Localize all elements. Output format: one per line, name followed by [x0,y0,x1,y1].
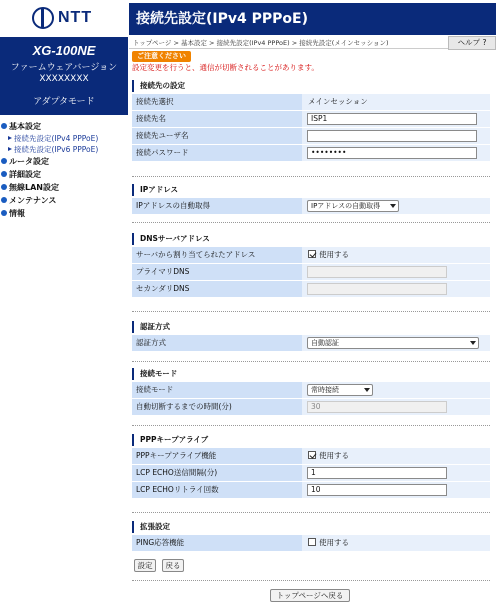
row-value-cell [302,128,490,144]
connection-name-input[interactable]: ISP1 [307,113,477,125]
row-value-cell [302,382,490,398]
divider [132,361,490,362]
row-value: メインセッション [302,94,490,110]
divider [132,512,490,513]
section-title: DNSサーバアドレス [132,233,490,245]
row-label: セカンダリDNS [132,281,302,297]
row-label: 接続先ユーザ名 [132,128,302,144]
nav-ipv4-pppoe[interactable] [0,133,128,144]
password-input[interactable]: •••••••• [307,147,477,159]
row-label: 接続先名 [132,111,302,127]
row-label: 自動切断するまでの時間(分) [132,399,302,415]
mode-label: アダプタモード [33,97,95,107]
row-lcp-interval [132,465,490,481]
connection-mode-select[interactable] [307,384,373,396]
ping-checkbox[interactable] [308,538,316,546]
row-label: PING応答機能 [132,535,302,551]
row-conn-mode [132,382,490,398]
row-label: IPアドレスの自動取得 [132,198,302,214]
row-dns-secondary [132,281,490,297]
nav-label: 基本設定 [9,122,41,131]
nav-label: 情報 [9,209,25,218]
nav-label: 無線LAN設定 [9,183,59,192]
primary-dns-input[interactable] [307,266,447,278]
nav-info[interactable] [0,207,128,220]
dns-use-checkbox[interactable] [308,250,316,258]
keepalive-checkbox[interactable] [308,451,316,459]
section-mode [132,368,490,416]
ip-auto-select[interactable] [307,200,399,212]
firmware-value: XXXXXXXX [39,74,89,84]
select-value: 自動認証 [311,339,339,347]
apply-button[interactable]: 設定 [134,559,156,572]
section-extended [132,521,490,552]
row-value-cell [302,198,490,214]
divider [132,425,490,426]
row-dns-assigned [132,247,490,263]
divider [132,580,490,581]
divider [132,311,490,312]
notice-badge: ご注意ください [132,51,191,62]
select-value: 常時接続 [311,386,339,394]
dropdown-arrow-icon [470,341,476,345]
row-label: 認証方式 [132,335,302,351]
bullet-icon [1,171,7,177]
row-label: サーバから割り当てられたアドレス [132,247,302,263]
bullet-icon [1,197,7,203]
device-info [0,37,128,115]
triangle-icon [8,136,12,140]
row-value-cell [302,145,490,161]
select-value: IPアドレスの自動取得 [311,202,381,210]
lcp-interval-input[interactable]: 1 [307,467,447,479]
bullet-icon [1,123,7,129]
ntt-logo-icon [32,7,54,29]
nav-label: 詳細設定 [9,170,41,179]
page-title: 接続先設定(IPv4 PPPoE) [129,3,496,35]
model-name: XG-100NE [32,43,96,58]
firmware-label: ファームウェアバージョン [10,63,118,73]
row-dns-primary [132,264,490,280]
breadcrumb: トップページ > 基本設定 > 接続先設定(IPv4 PPPoE) > 接続先設定(メインセッション) [129,38,496,49]
row-lcp-retry [132,482,490,498]
row-value-cell [302,111,490,127]
nav-basic[interactable] [0,120,128,133]
bullet-icon [1,158,7,164]
row-value-cell [302,264,490,280]
row-select [132,94,490,110]
checkbox-label: 使用する [319,250,349,259]
row-label: プライマリDNS [132,264,302,280]
dropdown-arrow-icon [390,204,396,208]
nav-router[interactable] [0,155,128,168]
checkbox-label: 使用する [319,538,349,547]
row-ip-auto [132,198,490,214]
nav-advanced[interactable] [0,168,128,181]
back-to-top-button[interactable]: トップページへ戻る [270,589,350,602]
bullet-icon [1,184,7,190]
nav-label: ルータ設定 [9,157,49,166]
row-value-cell [302,465,490,481]
row-ping [132,535,490,551]
row-value-cell [302,482,490,498]
row-label: PPPキープアライブ機能 [132,448,302,464]
row-value-cell [302,535,490,551]
warning-text: 設定変更を行うと、通信が切断されることがあります。 [132,63,319,72]
row-label: LCP ECHO送信間隔(分) [132,465,302,481]
row-label: 接続モード [132,382,302,398]
divider [132,222,490,223]
row-auth-method [132,335,490,351]
nav-label: 接続先設定(IPv4 PPPoE) [14,134,99,143]
sidebar [0,0,128,613]
row-user [132,128,490,144]
row-value-cell [302,281,490,297]
ntt-logo [24,5,104,31]
section-title: IPアドレス [132,184,490,196]
row-password [132,145,490,161]
row-value-cell [302,247,490,263]
section-connection [132,80,490,162]
username-input[interactable] [307,130,477,142]
dropdown-arrow-icon [364,388,370,392]
timeout-input[interactable]: 30 [307,401,447,413]
side-nav [0,120,128,220]
row-label: 接続先選択 [132,94,302,110]
row-timeout [132,399,490,415]
row-label: LCP ECHOリトライ回数 [132,482,302,498]
nav-label: 接続先設定(IPv6 PPPoE) [14,145,99,154]
section-ppp-keepalive [132,434,490,499]
section-title: PPPキープアライブ [132,434,490,446]
bullet-icon [1,210,7,216]
row-value-cell [302,335,490,351]
divider [132,176,490,177]
auth-method-select[interactable] [307,337,479,349]
section-title: 接続先の設定 [132,80,490,92]
nav-maintenance[interactable] [0,194,128,207]
row-name [132,111,490,127]
row-label: 接続パスワード [132,145,302,161]
row-ppp-func [132,448,490,464]
section-ip [132,184,490,215]
help-button[interactable]: ヘルプ ? [448,36,496,50]
triangle-icon [8,147,12,151]
nav-ipv6-pppoe[interactable] [0,144,128,155]
section-dns [132,233,490,298]
section-title: 認証方式 [132,321,490,333]
lcp-retry-input[interactable]: 10 [307,484,447,496]
logo-text: NTT [58,9,93,26]
section-title: 接続モード [132,368,490,380]
nav-wireless[interactable] [0,181,128,194]
row-value-cell [302,399,490,415]
nav-label: メンテナンス [9,196,57,205]
section-title: 拡張設定 [132,521,490,533]
secondary-dns-input[interactable] [307,283,447,295]
section-auth [132,321,490,352]
main-content [129,0,496,613]
checkbox-label: 使用する [319,451,349,460]
row-value-cell [302,448,490,464]
back-button[interactable]: 戻る [162,559,184,572]
